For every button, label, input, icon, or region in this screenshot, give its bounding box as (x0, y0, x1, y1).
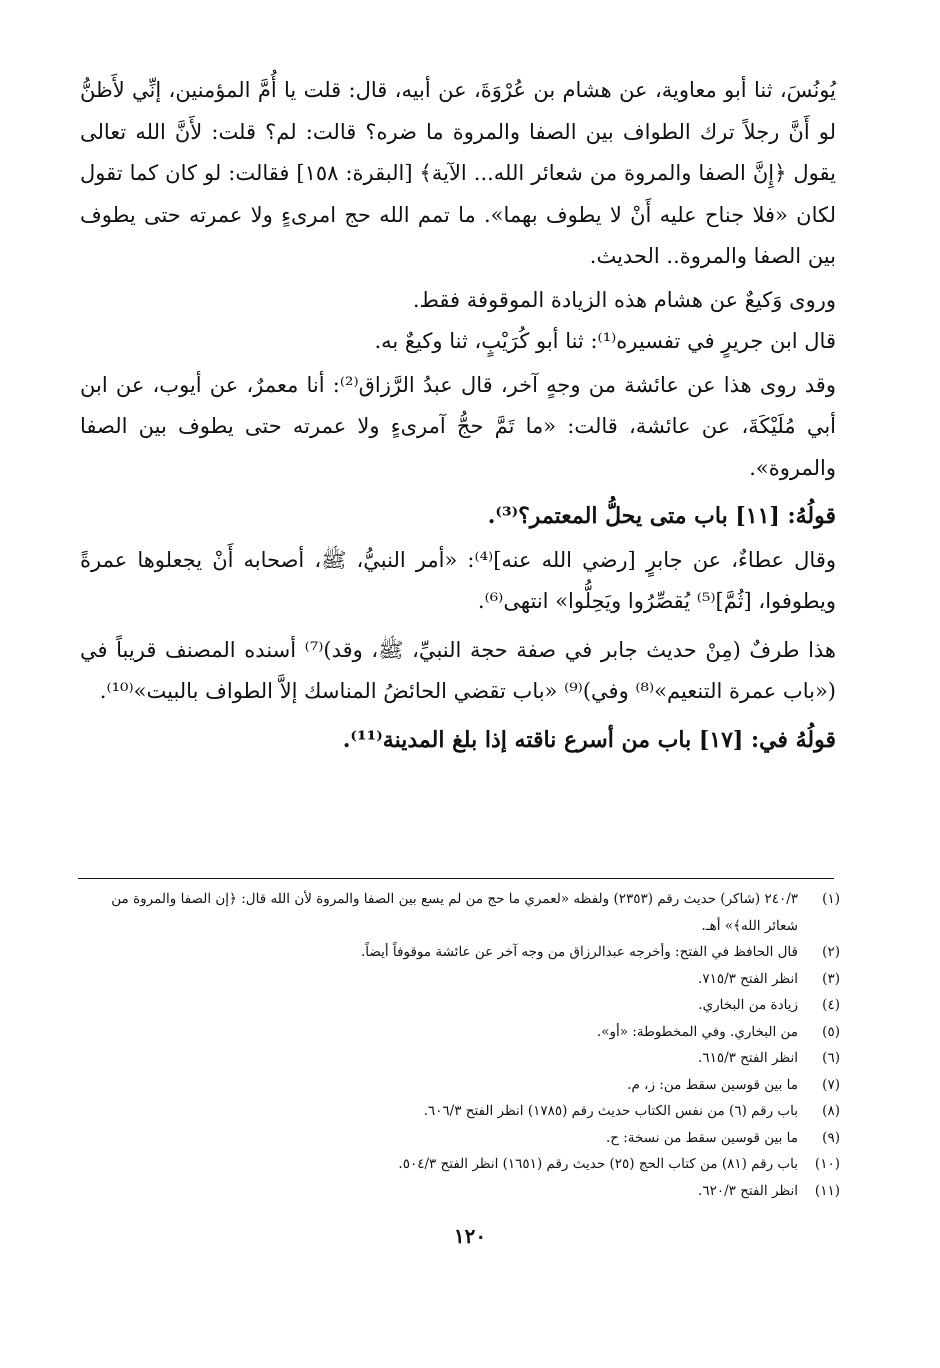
footnote-text: ما بين قوسين سقط من: ز، م. (627, 1076, 798, 1093)
main-text (80, 70, 836, 761)
footnote (80, 1125, 840, 1152)
footnote (80, 1045, 840, 1072)
footnote-text: قال الحافظ في الفتح: وأخرجه عبدالرزاق من وجه آخر عن عائشة موقوفاً أيضاً. (361, 944, 798, 960)
footnote-text: انظر الفتح ٦١٥/٣. (698, 1050, 798, 1066)
footnote-number: (١٠) (814, 1156, 840, 1172)
footnote (80, 966, 840, 993)
section-heading: قولُهُ في: [١٧] باب من أسرع ناقته إذا بلغ المدينة⁽¹¹⁾. (342, 726, 836, 753)
footnote (80, 1019, 840, 1046)
footnote-divider (78, 878, 834, 879)
footnote-number: (٨) (822, 1103, 840, 1119)
footnote-text: باب رقم (٦) من نفس الكتاب حديث رقم (١٧٨٥) انظر الفتح ٦٠٦/٣. (423, 1103, 798, 1119)
footnote-number: (٩) (822, 1129, 840, 1146)
footnote (80, 939, 840, 966)
footnote-number: (١) (822, 891, 840, 907)
footnote-text: انظر الفتح ٧١٥/٣. (698, 970, 798, 987)
footnote (80, 1098, 840, 1125)
paragraph: وروى وَكيعٌ عن هشام هذه الزيادة الموقوفة فقط. (412, 287, 836, 312)
footnote-number: (٤) (822, 997, 840, 1013)
footnote (80, 992, 840, 1019)
footnote (80, 886, 840, 939)
paragraph: قال ابن جريرٍ في تفسيره⁽¹⁾: ثنا أبو كُرَيْبٍ، ثنا وكيعٌ به. (374, 329, 836, 353)
footnote-text: ٢٤٠/٣ (شاكر) حديث رقم (٢٣٥٣) ولفظه «لعمري ما حج من لم يسع بين الصفا والمروة لأن الله قال: ﴿إن الصفا والمروة من شعائر الله﴾» أهـ. (111, 891, 798, 934)
paragraph: وقال عطاءٌ، عن جابرٍ [رضي الله عنه]⁽⁴⁾: «أمر النبيُّ، ﷺ، أصحابه أَنْ يجعلوها عمرةً ويطوفوا، [ثُمَّ]⁽⁵⁾ يُقصِّرُوا ويَحِلُّوا» انتهى⁽⁶⁾. (80, 547, 836, 613)
footnotes (80, 886, 840, 1204)
footnote-text: زيادة من البخاري. (698, 997, 798, 1013)
paragraph: يُونُسَ، ثنا أبو معاوية، عن هشام بن عُرْوَةَ، عن أبيه، قال: قلت يا أُمَّ المؤمنين، إنِّي لأَظنُّ لو أَنَّ رجلاً ترك الطواف بين الصفا والمروة ما ضره؟ قالت: لم؟ قلت: لأَنَّ الله تعالى يقول ﴿إِنَّ الصفا والمروة من شعائر الله... الآية﴾ [البقرة: ١٥٨] فقالت: لو كان كما تقول لكان «فلا جناح عليه أَنْ لا يطوف بهما». ما تمم الله حج امرىءٍ ولا عمرته حتى يطوف بين الصفا والمروة.. الحديث. (80, 78, 836, 268)
footnote-text: باب رقم (٨١) من كتاب الحج (٢٥) حديث رقم (١٦٥١) انظر الفتح ٥٠٤/٣. (398, 1156, 798, 1172)
footnote-number: (٢) (822, 944, 840, 960)
footnote-number: (٣) (822, 970, 840, 987)
footnote (80, 1151, 840, 1178)
footnote-text: من البخاري. وفي المخطوطة: «أو». (596, 1023, 798, 1040)
page-number: ١٢٠ (453, 1224, 487, 1248)
footnote-number: (١١) (814, 1182, 840, 1199)
paragraph: وقد روى هذا عن عائشة من وجهٍ آخر، قال عبدُ الرَّزاق⁽²⁾: أنا معمرٌ، عن أيوب، عن ابن أبي مُلَيْكَةَ، عن عائشة، قالت: «ما تَمَّ حجُّ آمرىءٍ ولا عمرته حتى يطوف بين الصفا والمروة». (80, 372, 836, 480)
paragraph: هذا طرفٌ (مِنْ حديث جابر في صفة حجة النبيِّ، ﷺ، وقد)⁽⁷⁾ أسنده المصنف قريباً في («باب عمرة التنعيم»⁽⁸⁾ وفي)⁽⁹⁾ «باب تقضي الحائضُ المناسك إلاَّ الطواف بالبيت»⁽¹⁰⁾. (80, 637, 836, 703)
footnote-number: (٥) (822, 1023, 840, 1040)
footnote-number: (٦) (822, 1050, 840, 1066)
section-heading: قولُهُ: [١١] باب متى يحلُّ المعتمر؟⁽³⁾. (487, 503, 836, 529)
footnote (80, 1072, 840, 1099)
footnote-number: (٧) (822, 1076, 840, 1093)
footnote-text: ما بين قوسين سقط من نسخة: ح. (605, 1129, 798, 1146)
footnote (80, 1178, 840, 1205)
footnote-text: انظر الفتح ٦٢٠/٣. (698, 1182, 798, 1199)
